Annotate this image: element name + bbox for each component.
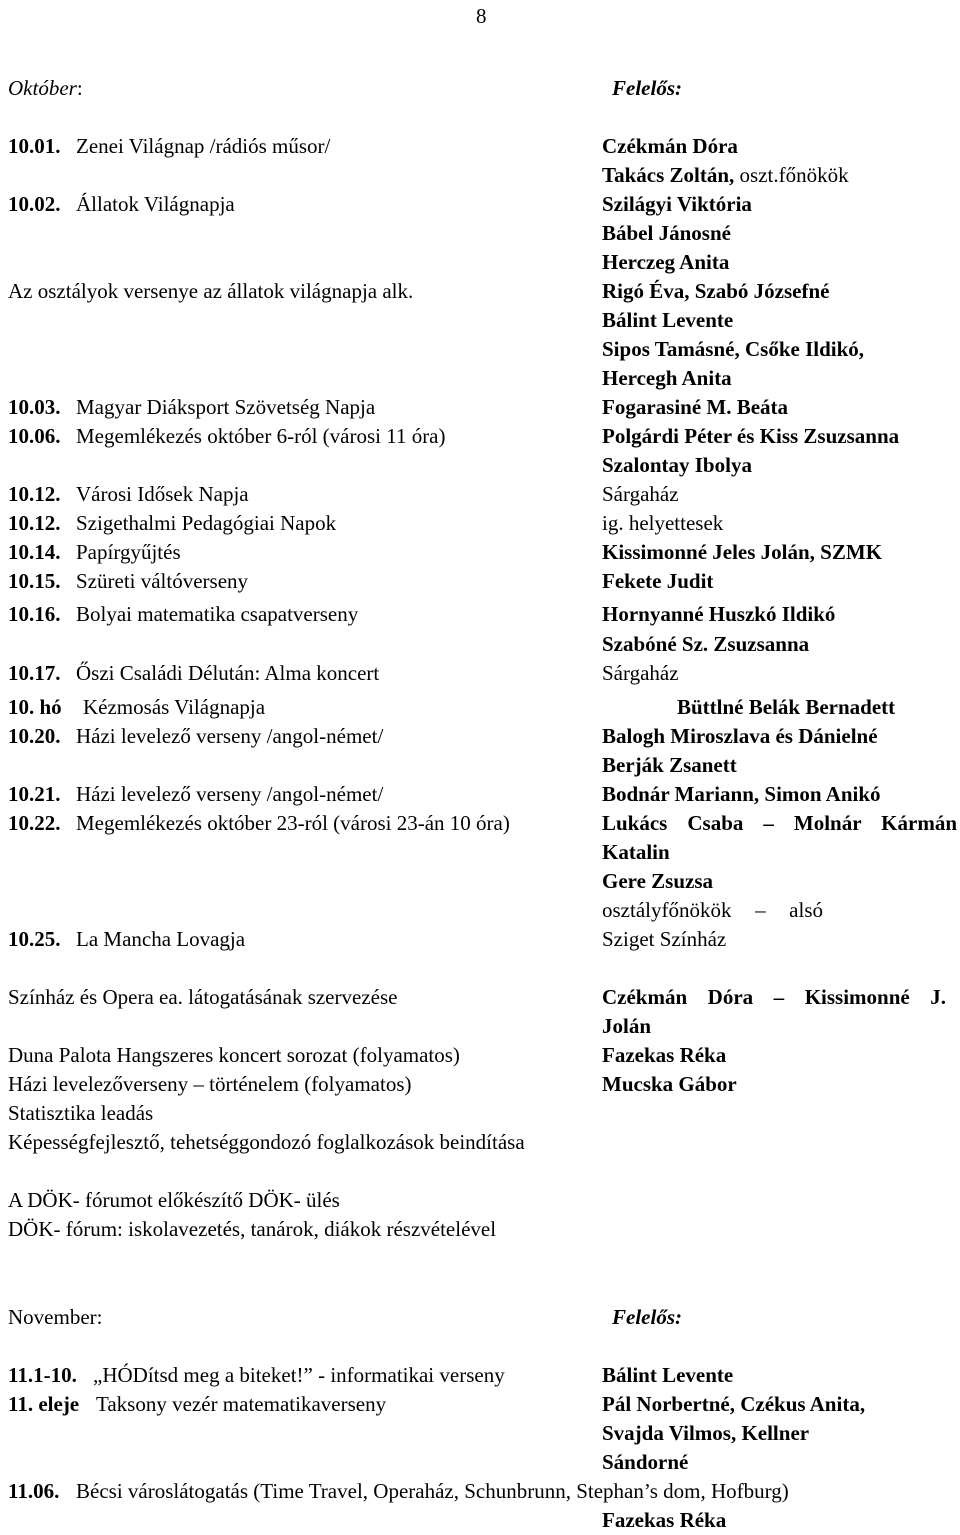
- event-date: 10.20.: [8, 724, 61, 748]
- event-responsible: Sipos Tamásné, Csőke Ildikó,: [602, 337, 865, 361]
- event-date: 10.16.: [8, 602, 61, 626]
- event-responsible: Czékmán Dóra – Kissimonné J.: [602, 985, 946, 1009]
- event-name: Statisztika leadás: [8, 1101, 154, 1125]
- event-responsible: Szalontay Ibolya: [602, 453, 752, 477]
- event-name: Duna Palota Hangszeres koncert sorozat (folyamatos): [8, 1043, 460, 1067]
- event-responsible: Bálint Levente: [602, 308, 734, 332]
- event-responsible: Mucska Gábor: [602, 1072, 737, 1096]
- responsible-header: Felelős:: [612, 76, 682, 100]
- event-responsible: Sárgaház: [602, 482, 679, 506]
- event-responsible: Sárgaház: [602, 661, 679, 685]
- page-number: 8: [476, 4, 487, 28]
- event-responsible: Katalin: [602, 840, 670, 864]
- event-name: Zenei Világnap /rádiós műsor/: [76, 134, 331, 158]
- event-date: 11. eleje: [8, 1392, 80, 1416]
- responsible-role: oszt.főnökök: [739, 163, 849, 187]
- event-name: Szüreti váltóverseny: [76, 569, 249, 593]
- event-name: Őszi Családi Délután: Alma koncert: [76, 661, 380, 685]
- month-colon: :: [76, 76, 83, 100]
- event-responsible: Rigó Éva, Szabó Józsefné: [602, 279, 830, 303]
- event-responsible: Kissimonné Jeles Jolán, SZMK: [602, 540, 883, 564]
- event-responsible: Bálint Levente: [602, 1363, 734, 1387]
- event-date: 10.12.: [8, 511, 61, 535]
- event-name: Kézmosás Világnapja: [83, 695, 266, 719]
- event-name: Az osztályok versenye az állatok világnapja alk.: [8, 279, 414, 303]
- event-date: 10.12.: [8, 482, 61, 506]
- event-responsible: Fogarasiné M. Beáta: [602, 395, 789, 419]
- event-date: 10.21.: [8, 782, 61, 806]
- event-date: 10.01.: [8, 134, 61, 158]
- event-responsible: Fekete Judit: [602, 569, 714, 593]
- event-responsible: Fazekas Réka: [602, 1043, 727, 1067]
- event-name: Bécsi városlátogatás (Time Travel, Operaház, Schunbrunn, Stephan’s dom, Hofburg): [76, 1479, 789, 1503]
- event-responsible: Jolán: [602, 1014, 652, 1038]
- month-heading-october: [8, 78, 83, 99]
- event-name: Házi levelező verseny /angol-német/: [76, 724, 384, 748]
- event-responsible: Büttlné Belák Bernadett: [677, 695, 896, 719]
- event-responsible: Fazekas Réka: [602, 1508, 727, 1532]
- event-responsible: Hornyanné Huszkó Ildikó: [602, 602, 836, 626]
- event-date: 10.17.: [8, 661, 61, 685]
- dok-item: A DÖK- fórumot előkészítő DÖK- ülés: [8, 1188, 340, 1212]
- event-responsible: Sándorné: [602, 1450, 689, 1474]
- event-date: 11.06.: [8, 1479, 60, 1503]
- event-responsible: Bábel Jánosné: [602, 221, 731, 245]
- month-label: Október: [8, 76, 77, 100]
- event-name: Képességfejlesztő, tehetséggondozó foglalkozások beindítása: [8, 1130, 525, 1154]
- event-responsible: Berják Zsanett: [602, 753, 737, 777]
- event-name: Magyar Diáksport Szövetség Napja: [76, 395, 376, 419]
- event-name: Szigethalmi Pedagógiai Napok: [76, 511, 337, 535]
- event-name: Házi levelezőverseny – történelem (folyamatos): [8, 1072, 412, 1096]
- responsible-header: Felelős:: [612, 1305, 682, 1329]
- event-name: Házi levelező verseny /angol-német/: [76, 782, 384, 806]
- event-name: „HÓDítsd meg a biteket!” - informatikai verseny: [93, 1363, 505, 1387]
- event-responsible: Svajda Vilmos, Kellner: [602, 1421, 810, 1445]
- event-responsible: Sziget Színház: [602, 927, 727, 951]
- event-date: 10.25.: [8, 927, 61, 951]
- event-date: 10.22.: [8, 811, 61, 835]
- event-responsible: Pál Norbertné, Czékus Anita,: [602, 1392, 866, 1416]
- event-responsible: Hercegh Anita: [602, 366, 732, 390]
- event-date: 10.03.: [8, 395, 61, 419]
- event-responsible: [602, 165, 849, 186]
- event-date: 11.1-10.: [8, 1363, 77, 1387]
- event-responsible: Balogh Miroszlava és Dánielné: [602, 724, 878, 748]
- event-name: Taksony vezér matematikaverseny: [96, 1392, 387, 1416]
- event-name: Állatok Világnapja: [76, 192, 235, 216]
- event-name: Megemlékezés október 23-ról (városi 23-án 10 óra): [76, 811, 510, 835]
- event-name: Városi Idősek Napja: [76, 482, 249, 506]
- event-responsible: Czékmán Dóra: [602, 134, 738, 158]
- event-name: Megemlékezés október 6-ról (városi 11 óra): [76, 424, 446, 448]
- event-responsible: Herczeg Anita: [602, 250, 730, 274]
- event-responsible: Gere Zsuzsa: [602, 869, 714, 893]
- event-responsible: Lukács Csaba – Molnár Kármán: [602, 811, 957, 835]
- event-date: 10.06.: [8, 424, 61, 448]
- event-name: Papírgyűjtés: [76, 540, 181, 564]
- month-heading-november: November:: [8, 1305, 103, 1329]
- event-date: 10.15.: [8, 569, 61, 593]
- event-name: Színház és Opera ea. látogatásának szervezése: [8, 985, 398, 1009]
- event-date: 10.14.: [8, 540, 61, 564]
- responsible-name: Takács Zoltán,: [602, 163, 735, 187]
- event-date: 10.02.: [8, 192, 61, 216]
- event-responsible: Szabóné Sz. Zsuzsanna: [602, 632, 810, 656]
- event-responsible: Bodnár Mariann, Simon Anikó: [602, 782, 881, 806]
- event-responsible: ig. helyettesek: [602, 511, 724, 535]
- event-date: 10. hó: [8, 695, 62, 719]
- event-name: La Mancha Lovagja: [76, 927, 246, 951]
- event-responsible: Polgárdi Péter és Kiss Zsuzsanna: [602, 424, 900, 448]
- event-responsible: Szilágyi Viktória: [602, 192, 752, 216]
- event-responsible: osztályfőnökök – alsó: [602, 898, 823, 922]
- event-name: Bolyai matematika csapatverseny: [76, 602, 359, 626]
- dok-item: DÖK- fórum: iskolavezetés, tanárok, diákok részvételével: [8, 1217, 497, 1241]
